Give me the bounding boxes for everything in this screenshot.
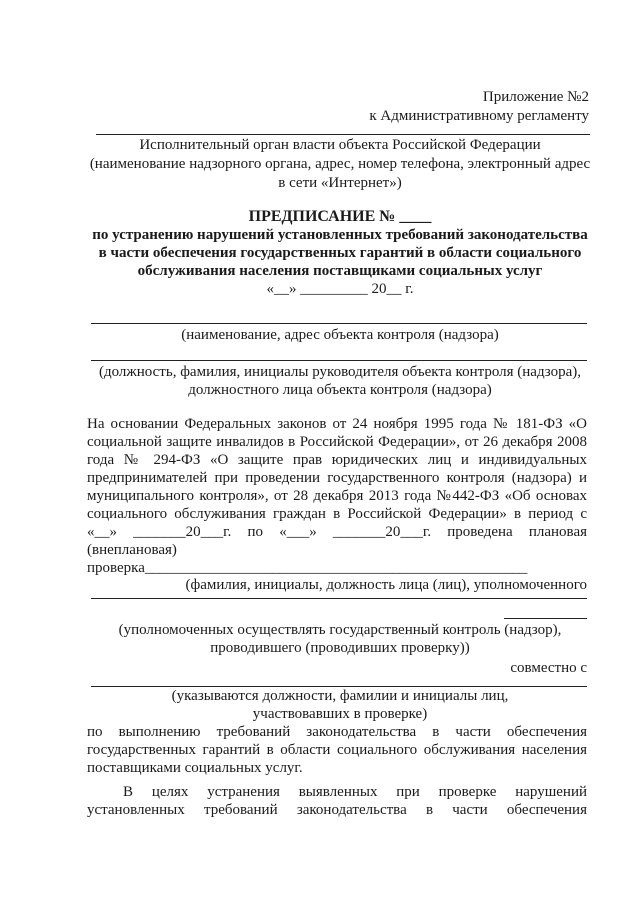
- inspector-line: [91, 598, 587, 599]
- body-line: установленных требований законодательства в части обеспечения: [87, 802, 587, 818]
- object-line: [91, 323, 587, 324]
- appendix-number: Приложение №2: [482, 89, 589, 105]
- head-line: [91, 360, 587, 361]
- head-caption: (должность, фамилия, инициалы руководителя объекта контроля (надзора),: [98, 364, 582, 380]
- authorized-caption: (уполномоченных осуществлять государственный контроль (надзор),: [118, 622, 562, 638]
- jointly-label: совместно с: [510, 660, 587, 676]
- body-line: года № 294-ФЗ «О защите прав юридических лиц и индивидуальных: [87, 452, 587, 468]
- document-title: ПРЕДПИСАНИЕ № ____: [248, 208, 432, 225]
- body-line: предпринимателей при проведении государственного контроля (надзора) и: [87, 470, 587, 486]
- body-line: «__» _______20___г. по «___» _______20___г. проведена плановая: [87, 524, 587, 540]
- participants-caption: (указываются должности, фамилии и инициалы лиц,: [171, 688, 509, 704]
- participants-caption-cont: участвовавших в проверке): [252, 706, 428, 722]
- authority-name: Исполнительный орган власти объекта Российской Федерации: [139, 137, 541, 153]
- title-subject-2: в части обеспечения государственных гарантий в области социального: [98, 245, 582, 261]
- appendix-regulation: к Административному регламенту: [369, 108, 589, 124]
- body-line: На основании Федеральных законов от 24 ноября 1995 года № 181-ФЗ «О: [87, 416, 587, 432]
- body-line: поставщиками социальных услуг.: [87, 760, 303, 776]
- body-line: муниципального контроля», от 28 декабря 2013 года №442-ФЗ «Об основах: [87, 488, 587, 504]
- authority-caption: (наименование надзорного органа, адрес, номер телефона, электронный адрес: [89, 156, 591, 172]
- title-subject-3: обслуживания населения поставщиками социальных услуг: [137, 263, 543, 279]
- inspector-line-short: [504, 618, 587, 619]
- body-line: В целях устранения выявленных при проверке нарушений: [123, 784, 587, 800]
- inspector-caption: (фамилия, инициалы, должность лица (лиц), уполномоченного: [185, 577, 587, 593]
- body-line: государственных гарантий в области социального обслуживания населения: [87, 742, 587, 758]
- document-date: «__» _________ 20__ г.: [266, 281, 414, 297]
- unplanned-note: (внеплановая): [87, 542, 177, 558]
- authority-caption-cont: в сети «Интернет»): [278, 175, 402, 191]
- object-caption: (наименование, адрес объекта контроля (надзора): [181, 327, 499, 343]
- authority-line: [96, 134, 590, 135]
- participants-line: [91, 686, 587, 687]
- authorized-caption-cont: проводившего (проводивших проверку)): [210, 640, 470, 656]
- title-subject-1: по устранению нарушений установленных требований законодательства: [92, 227, 588, 243]
- head-caption-cont: должностного лица объекта контроля (надзора): [188, 382, 492, 398]
- body-line: социальной защите инвалидов в Российской Федерации», от 26 декабря 2008: [87, 434, 587, 450]
- body-line: по выполнению требований законодательства в части обеспечения: [87, 724, 587, 740]
- check-label: проверка___________________________________________________: [87, 560, 528, 576]
- body-line: социального обслуживания граждан в Российской Федерации» в период с: [87, 506, 587, 522]
